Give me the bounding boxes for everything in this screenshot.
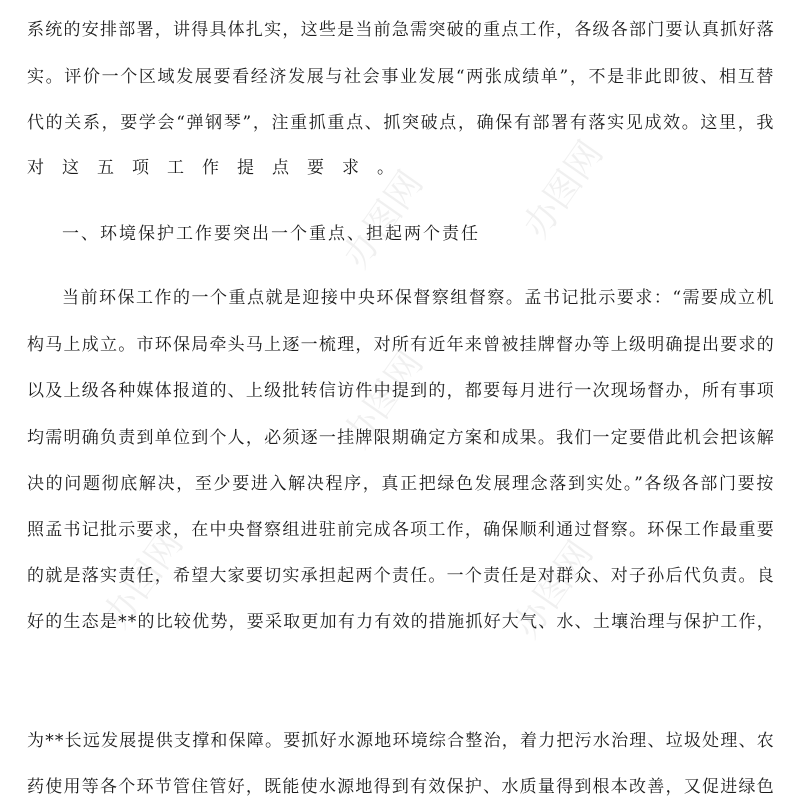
watermark: 办图网 [95,523,192,636]
text-line: 均需明确负责到单位到个人，必须逐一挂牌限期确定方案和成果。我们一定要借此机会把该解 [27,428,775,448]
watermark: 办图网 [515,133,612,246]
watermark: 办图网 [505,533,602,646]
text-line: 药使用等各个环节管住管好，既能使水源地得到有效保护、水质量得到根本改善，又促进绿色 [27,777,775,797]
text-line: 代的关系，要学会“弹钢琴”，注重抓重点、抓突破点，确保有部署有落实见成效。这里，我 [27,113,775,133]
text-line: 的就是落实责任，希望大家要切实承担起两个责任。一个责任是对群众、对子孙后代负责。良 [27,566,775,586]
text-line: 好的生态是**的比较优势，要采取更加有力有效的措施抓好大气、水、土壤治理与保护工作， [27,612,775,632]
text-line: 系统的安排部署，讲得具体扎实，这些是当前急需突破的重点工作，各级各部门要认真抓好落 [27,20,775,40]
text-line: 为**长远发展提供支撑和保障。要抓好水源地环境综合整治，着力把污水治理、垃圾处理、农 [27,731,775,751]
text-line: 照孟书记批示要求，在中央督察组进驻前完成各项工作，确保顺利通过督察。环保工作最重要 [27,520,775,540]
text-line: 当前环保工作的一个重点就是迎接中央环保督察组督察。孟书记批示要求：“需要成立机 [62,288,775,308]
watermark: 办图网 [335,343,432,456]
section-heading: 一、环境保护工作要突出一个重点、担起两个责任 [62,224,480,244]
text-line: 决的问题彻底解决，至少要进入解决程序，真正把绿色发展理念落到实处。”各级各部门要按 [27,474,775,494]
text-line: 以及上级各种媒体报道的、上级批转信访件中提到的，都要每月进行一次现场督办，所有事项 [27,381,775,401]
watermark: 办图网 [335,163,432,276]
text-line: 对这五项工作提点要求。 [27,158,412,178]
text-line: 实。评价一个区域发展要看经济发展与社会事业发展“两张成绩单”，不是非此即彼、相互替 [27,67,775,87]
text-line: 构马上成立。市环保局牵头马上逐一梳理，对所有近年来曾被挂牌督办等上级明确提出要求的 [27,335,775,355]
